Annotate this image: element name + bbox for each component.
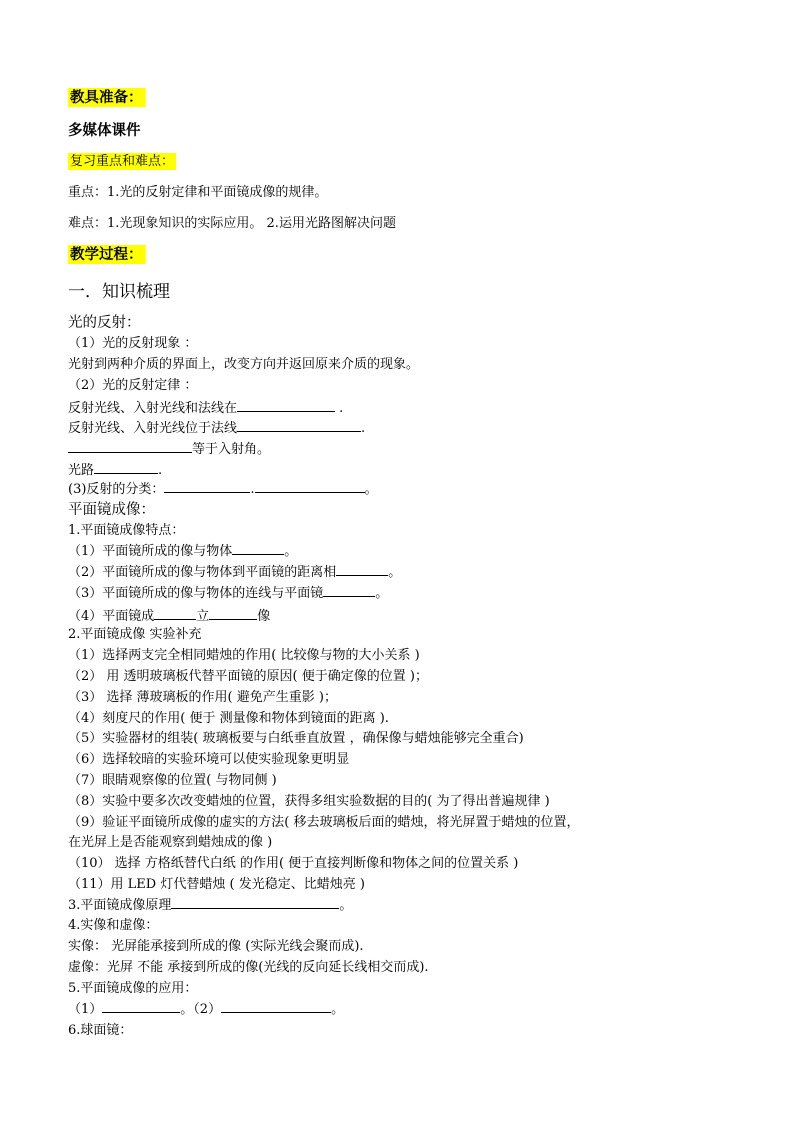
mirror-feature3: [68, 587, 388, 600]
period-mark: .: [339, 401, 344, 416]
reflection-law2-text: 反射光线、入射光线位于法线: [68, 421, 238, 436]
review-difficulty: 难点：1.光现象知识的实际应用。 2.运用光路图解决问题: [68, 216, 396, 231]
fullstop-mark: 。: [331, 1002, 345, 1017]
experiment-9a: （9）验证平面镜所成像的虚实的方法( 移去玻璃板后面的蜡烛，将光屏置于蜡烛的位置，: [68, 815, 580, 830]
review-heading: [68, 155, 176, 168]
answer-dash: [102, 1005, 180, 1013]
review-key-point: 重点：1.光的反射定律和平面镜成像的规律。: [68, 185, 328, 200]
mirror-feature2-text: （2）平面镜所成的像与物体到平面镜的距离相: [68, 565, 337, 580]
answer-dash: [171, 901, 339, 909]
answer-dash: [164, 485, 250, 493]
experiment-10: （10） 选择 方格纸替代白纸 的作用( 便于直接判断像和物体之间的位置关系 ): [68, 856, 519, 871]
mirror-sub6: 6.球面镜：: [68, 1023, 133, 1038]
answer-dash: [255, 485, 365, 493]
answer-dash: [221, 1005, 331, 1013]
mirror-feature1: [68, 545, 297, 558]
mirror-sub5: 5.平面镜成像的应用：: [68, 981, 198, 996]
fullstop-mark: 。: [339, 898, 353, 913]
answer-blank: [154, 608, 196, 620]
mirror-feature4-b: 立: [196, 609, 210, 624]
experiment-1: （1）选择两支完全相同蜡烛的作用( 比较像与物的大小关系 ): [68, 648, 420, 663]
mirror-sub3: [68, 899, 352, 912]
reflection-item1-desc: 光射到两种介质的界面上，改变方向并返回原来介质的现象。: [68, 357, 420, 372]
answer-blank: [209, 608, 257, 620]
process-heading: [68, 248, 145, 263]
mirror-feature4: [68, 608, 270, 623]
mirror-title: 平面镜成像：: [68, 502, 155, 518]
reflection-law3-text: 等于入射角。: [192, 442, 271, 457]
mirror-sub4: 4.实像和虚像：: [68, 918, 159, 933]
mirror-feature2: [68, 566, 401, 579]
period-mark: .: [250, 482, 255, 497]
prep-heading: [68, 91, 145, 106]
answer-dash: [336, 568, 388, 576]
reflection-path-text: 光路: [68, 463, 95, 478]
fullstop-mark: 。: [388, 565, 402, 580]
experiment-6: （6）选择较暗的实验环境可以使实验现象更明显: [68, 752, 350, 767]
mirror-feature4-c: 像: [257, 609, 271, 624]
period-mark: .: [361, 421, 366, 436]
prep-heading-highlight: 教具准备：: [70, 89, 143, 106]
fullstop-mark: 。: [375, 586, 389, 601]
mirror-feature1-text: （1）平面镜所成的像与物体: [68, 544, 233, 559]
experiment-7: （7）眼睛观察像的位置( 与物同侧 ): [68, 773, 277, 788]
reflection-path: [68, 462, 162, 477]
answer-dash: [232, 547, 284, 555]
mirror-applications: [68, 1003, 344, 1016]
mirror-sub3-text: 3.平面镜成像原理: [68, 898, 172, 913]
reflection-item1-title: （1）光的反射现象 ：: [68, 336, 198, 351]
experiment-4: （4）刻度尺的作用( 便于 测量像和物体到镜面的距离 ).: [68, 711, 389, 726]
period-mark: .: [158, 463, 163, 478]
application-1: （1）: [68, 1002, 103, 1017]
reflection-item2-title: （2）光的反射定律 ：: [68, 378, 198, 393]
review-heading-highlight: 复习重点和难点：: [70, 154, 175, 169]
answer-blank: [94, 462, 158, 474]
experiment-11: （11）用 LED 灯代替蜡烛 ( 发光稳定、比蜡烛亮 ): [68, 877, 365, 892]
answer-blank: [237, 400, 335, 412]
mirror-feature3-text: （3）平面镜所成的像与物体的连线与平面镜: [68, 586, 324, 601]
section1-title: 一．知识梳理: [68, 282, 170, 302]
prep-content: 多媒体课件: [68, 122, 141, 139]
experiment-3: （3） 选择 薄玻璃板的作用( 避免产生重影 )；: [68, 690, 337, 705]
virtual-image: 虚像：光屏 不能 承接到所成的像(光线的反向延长线相交而成).: [68, 960, 429, 975]
reflection-types: [68, 483, 378, 496]
fullstop-mark: 。: [180, 1002, 194, 1017]
process-heading-highlight: 教学过程：: [70, 246, 143, 263]
reflection-law1-text: 反射光线、入射光线和法线在: [68, 401, 238, 416]
answer-blank: [68, 441, 192, 453]
reflection-title: 光的反射：: [68, 315, 141, 331]
real-image: 实像： 光屏能承接到所成的像 (实际光线会聚而成).: [68, 939, 364, 954]
mirror-sub1: 1.平面镜成像特点：: [68, 523, 185, 538]
reflection-law2: [68, 420, 365, 435]
answer-dash: [323, 589, 375, 597]
experiment-8: （8）实验中要多次改变蜡烛的位置，获得多组实验数据的目的( 为了得出普遍规律 ): [68, 794, 550, 809]
application-2: （2）: [193, 1002, 222, 1017]
fullstop-mark: 。: [284, 544, 298, 559]
mirror-feature4-a: （4）平面镜成: [68, 609, 155, 624]
reflection-types-text: (3)反射的分类：: [68, 482, 165, 497]
experiment-9b: 在光屏上是否能观察到蜡烛成的像 ): [68, 835, 273, 850]
experiment-2: （2） 用 透明玻璃板代替平面镜的原因( 便于确定像的位置 )；: [68, 669, 428, 684]
reflection-law3: [68, 441, 270, 456]
reflection-law1: [68, 400, 343, 415]
answer-blank: [237, 420, 361, 432]
mirror-sub2: 2.平面镜成像 实验补充: [68, 627, 202, 642]
fullstop-mark: 。: [364, 482, 378, 497]
experiment-5: （5）实验器材的组装( 玻璃板要与白纸垂直放置 ，确保像与蜡烛能够完全重合): [68, 731, 524, 746]
